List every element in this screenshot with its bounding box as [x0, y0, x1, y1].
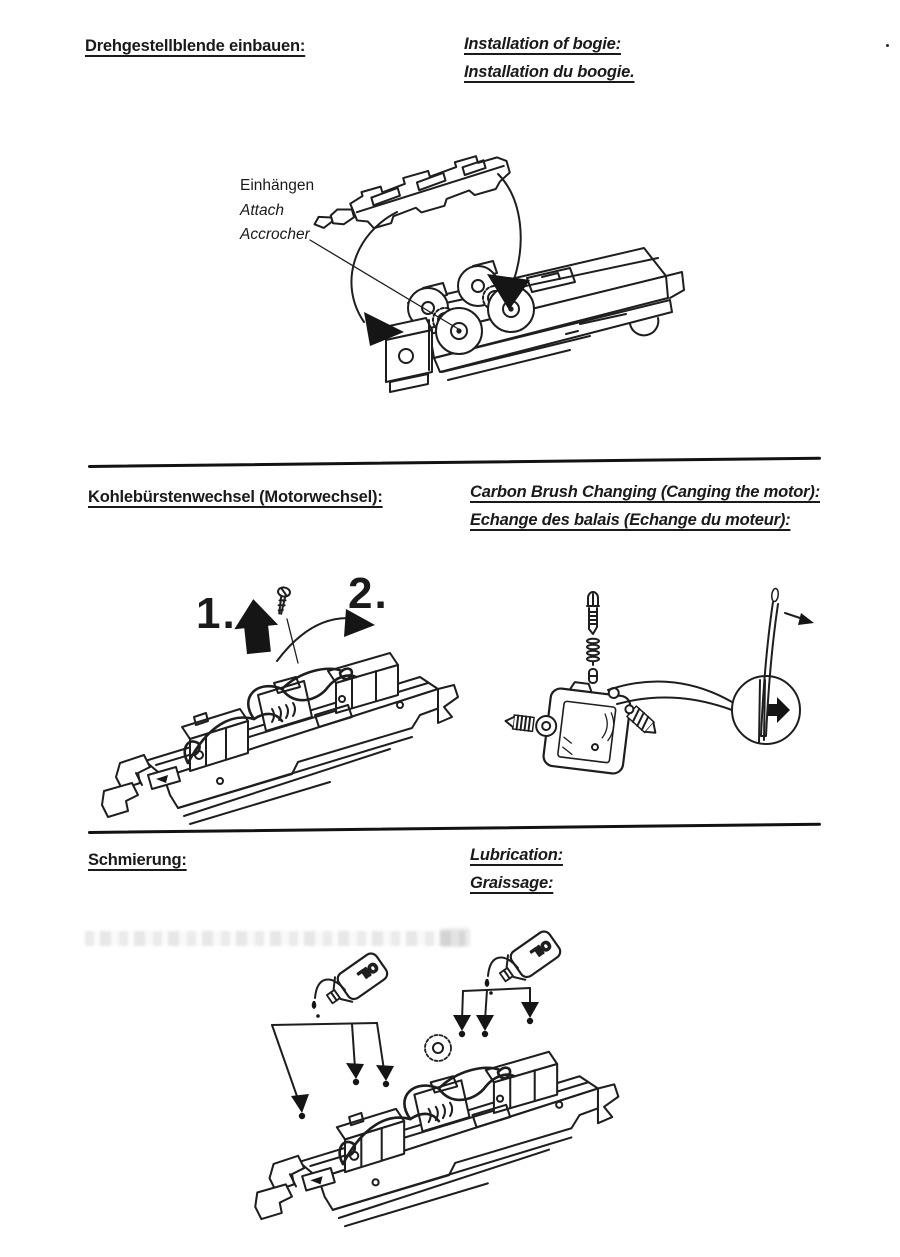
scan-speck — [886, 44, 889, 47]
screw-icon — [274, 587, 290, 615]
heading-french-brush: Echange des balais (Echange du moteur): — [470, 511, 791, 529]
heading-english-bogie: Installation of bogie: — [464, 35, 621, 53]
heading-german-brush: Kohlebürstenwechsel (Motorwechsel): — [88, 488, 383, 506]
oil-drop-right — [485, 979, 490, 987]
heading-german-lube: Schmierung: — [88, 851, 187, 869]
step-1-label: 1. — [196, 589, 237, 638]
heading-german-bogie: Drehgestellblende einbauen: — [85, 37, 306, 55]
heading-english-lube: Lubrication: — [470, 846, 563, 864]
heading-french-lube: Graissage: — [470, 874, 554, 892]
couplers — [102, 755, 150, 817]
section-divider-2 — [88, 823, 821, 834]
bogie-frame-part — [309, 148, 514, 243]
heading-english-brush: Carbon Brush Changing (Canging the motor): — [470, 483, 820, 501]
oil-label-left: OIL — [355, 959, 381, 983]
exposed-gear-detail — [425, 1035, 451, 1061]
oil-bottle-left — [312, 951, 390, 1018]
carbon-brush-icon — [589, 669, 597, 683]
locomotive-chassis — [102, 653, 458, 824]
lube-pointer-right — [453, 988, 539, 1031]
worm-shaft-left — [505, 714, 534, 731]
motor-body — [501, 674, 665, 778]
heading-french-bogie: Installation du boogie. — [464, 63, 635, 81]
oil-label-right: OIL — [528, 937, 554, 961]
step-2-label: 2. — [348, 569, 389, 618]
pull-out-arrow-icon — [785, 613, 814, 625]
lubrication-diagram — [225, 920, 655, 1220]
callout-attach: Attach — [240, 202, 284, 219]
motor-detail-diagram — [505, 580, 850, 795]
lift-up-arrow-icon — [231, 597, 280, 655]
brush-screw-icon — [587, 592, 599, 634]
bogie-installation-diagram — [230, 128, 670, 428]
lube-pointer-left — [272, 1023, 394, 1113]
callout-einhaengen: Einhängen — [240, 177, 315, 194]
section-divider-1 — [88, 457, 821, 468]
chassis-with-wheels — [370, 248, 684, 392]
swing-right-arrow-icon — [277, 609, 375, 661]
screw-guide-line — [287, 619, 298, 663]
brush-spring-icon — [587, 639, 599, 665]
oil-bottle-right — [485, 929, 563, 995]
callout-accrocher: Accrocher — [240, 226, 310, 243]
brush-change-chassis-diagram — [90, 565, 460, 815]
locomotive-chassis-lube — [255, 1052, 618, 1226]
oil-drop-left — [312, 1001, 317, 1009]
